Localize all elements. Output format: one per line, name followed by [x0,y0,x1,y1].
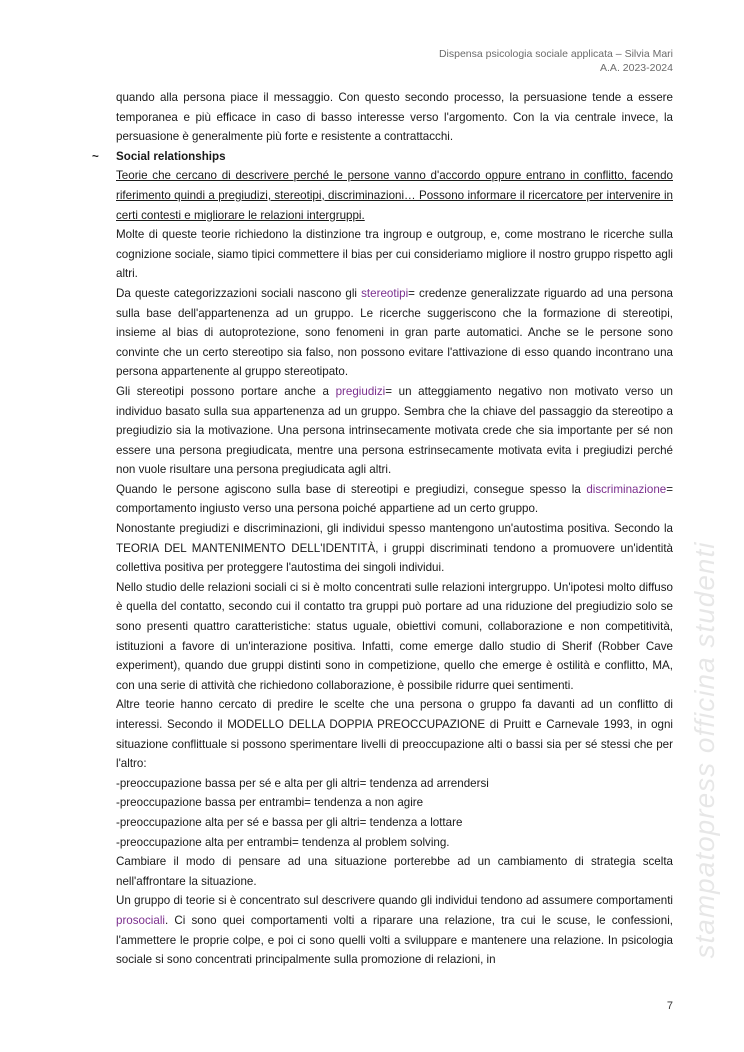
text: Un gruppo di teorie si è concentrato sul descrivere quando gli individui tendono ad assumere comportamenti [116,894,673,908]
tilde-bullet-icon: ~ [92,149,99,163]
watermark-text: stampatopress officina studenti [689,541,720,959]
section-title: Social relationships [116,149,226,163]
section-intro: Teorie che cercano di descrivere perché le persone vanno d'accordo oppure entrano in conflitto, facendo riferimento quindi a pregiudizi, stereotipi, discriminazioni… Possono informare il ricercatore per intervenire in certi contesti e migliorare le relazioni intergruppi. [116,169,673,222]
paragraph [116,284,673,382]
text: . Ci sono quei comportamenti volti a riparare una relazione, tra cui le scuse, le confessioni, l'ammettere le proprie colpe, e poi ci sono quelli volti a sviluppare e mantenere una relazione. In psicologia sociale si sono concentrati principalmente sulla promozione di relazioni, in [116,913,673,967]
list-item: -preoccupazione alta per sé e bassa per gli altri= tendenza a lottare [116,815,463,829]
paragraph: Cambiare il modo di pensare ad una situazione porterebbe ad un cambiamento di strategia scelta nell'affrontare la situazione. [116,855,673,888]
document-body [92,88,673,970]
page-number: 7 [666,1000,673,1012]
watermark [690,500,720,1000]
text: = comportamento ingiusto verso una persona poiché appartiene ad un certo gruppo. [116,482,673,516]
paragraph: Nonostante pregiudizi e discriminazioni, gli individui spesso mantengono un'autostima positiva. Secondo la TEORIA DEL MANTENIMENTO DELL'IDENTITÀ, i gruppi discriminati tendono a promuovere un'identità collettiva positiva per proteggere l'autostima dei singoli individui. [116,522,673,575]
text: Gli stereotipi possono portare anche a [116,384,336,398]
term-prosociali: prosociali [116,913,165,927]
text: = credenze generalizzate riguardo ad una persona sulla base dell'appartenenza ad un gruppo. Le ricerche suggeriscono che la formazione di stereotipi, insieme al bias di autoprotezione, sono fenomeni in gran parte automatici. Anche se le persone sono convinte che un certo stereotipo sia falso, non possono evitare l'attivazione di esso quando incontrano una persona appartenente al gruppo stereotipato. [116,286,673,379]
term-stereotipi: stereotipi [361,286,409,300]
paragraph [116,480,673,519]
list-item: -preoccupazione alta per entrambi= tendenza al problem solving. [116,835,450,849]
term-discriminazione: discriminazione [586,482,667,496]
text: Quando le persone agiscono sulla base di stereotipi e pregiudizi, consegue spesso la [116,482,587,496]
header-year: A.A. 2023-2024 [600,62,673,74]
text: Da queste categorizzazioni sociali nascono gli [116,286,362,300]
header-title: Dispensa psicologia sociale applicata – Silvia Mari [438,48,673,60]
paragraph [116,891,673,969]
section-heading [92,147,673,167]
text: = un atteggiamento negativo non motivato verso un individuo basato sulla sua appartenenza ad un gruppo. Sembra che la chiave del passaggio da stereotipo a pregiudizio sia la motivazione. Una persona intrinsecamente motivata crede che sia importante per sé non essere una persona pregiudicata, mentre una persona estrinsecamente motivata evita i pregiudizi perché non vuole risultare una persona pregiudicata agli altri. [116,384,673,477]
paragraph [116,382,673,480]
paragraph: Nello studio delle relazioni sociali ci si è molto concentrati sulle relazioni intergruppo. Un'ipotesi molto diffuso è quella del contatto, secondo cui il contatto tra gruppi può portare ad una riduzione del pregiudizio solo se sono presenti quattro caratteristiche: status uguale, obiettivi comuni, collaborazione e non competitività, istituzioni a favore di un'interazione positiva. Infatti, come emerge dallo studio di Sherif (Robber Cave experiment), quando due gruppi distinti sono in competizione, quello che emerge è ostilità e conflitto, MA, con una serie di attività che richiedono collaborazione, è possibile ridurre quei sentimenti. [116,580,673,692]
list-item: -preoccupazione bassa per sé e alta per gli altri= tendenza ad arrendersi [116,776,489,790]
paragraph: Molte di queste teorie richiedono la distinzione tra ingroup e outgroup, e, come mostrano le ricerche sulla cognizione sociale, siamo tipici commettere il bias per cui consideriamo migliore il nostro gruppo rispetto agli altri. [116,228,673,281]
page-header [439,47,673,75]
term-pregiudizi: pregiudizi [335,384,386,398]
paragraph: quando alla persona piace il messaggio. Con questo secondo processo, la persuasione tende a essere temporanea e più efficace in caso di basso interesse verso l'argomento. Con la via centrale invece, la persuasione è generalmente più forte e resistente a contrattacchi. [116,91,673,144]
list-item: -preoccupazione bassa per entrambi= tendenza a non agire [116,796,424,810]
paragraph: Altre teorie hanno cercato di predire le scelte che una persona o gruppo fa davanti ad un conflitto di interessi. Secondo il MODELLO DELLA DOPPIA PREOCCUPAZIONE di Pruitt e Carnevale 1993, in ogni situazione conflittuale si possono sperimentare livelli di preoccupazione alti o bassi sia per sé stessi che per l'altro: [116,698,673,771]
